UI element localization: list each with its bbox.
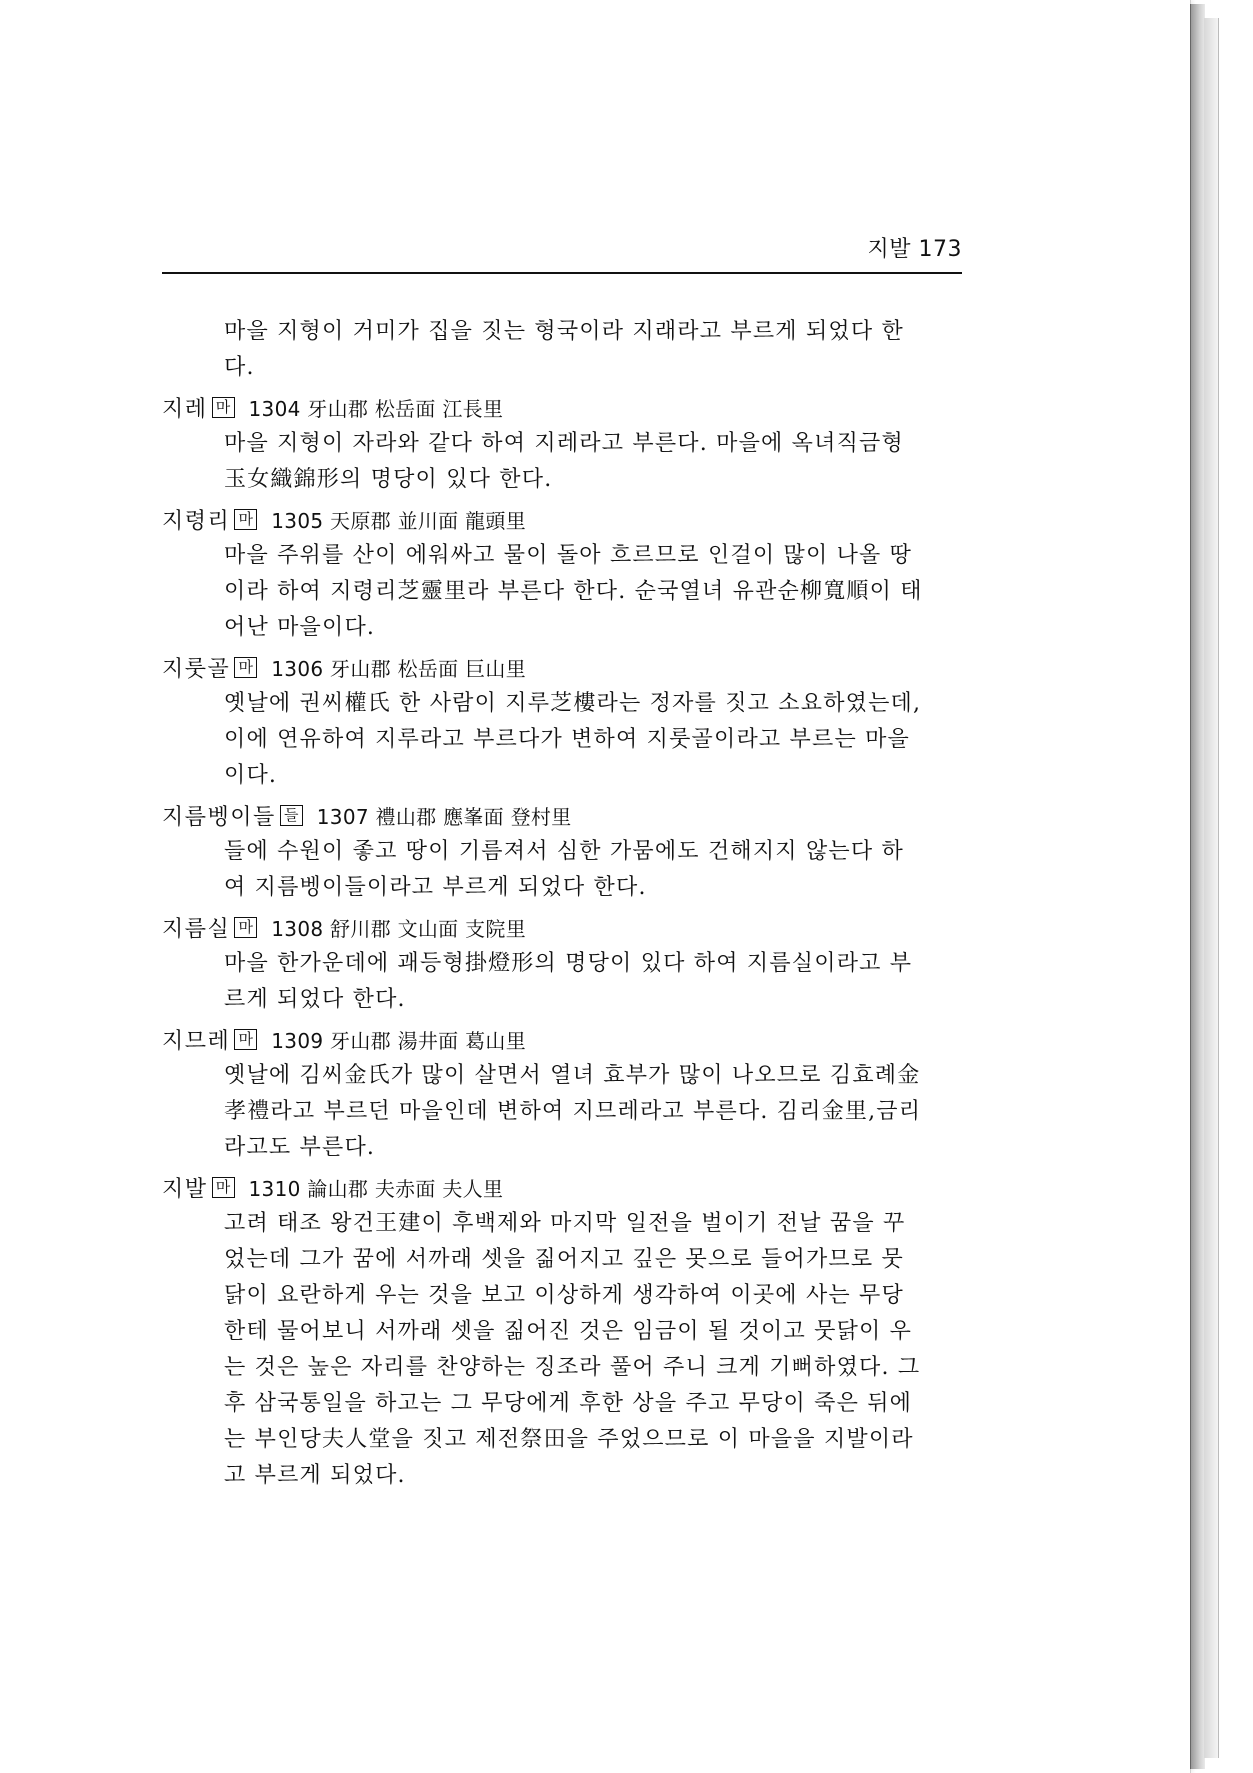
entry-description	[224, 538, 970, 646]
text-line: 玉女織錦形의 명당이 있다 한다.	[224, 467, 553, 492]
text-line: 는 것은 높은 자리를 찬양하는 징조라 풀어 주니 크게 기뻐하였다. 그	[224, 1355, 921, 1380]
text-line: 는 부인당夫人堂을 짓고 제전祭田을 주었으므로 이 마을을 지발이라	[224, 1427, 914, 1452]
text-line: 닭이 요란하게 우는 것을 보고 이상하게 생각하여 이곳에 사는 무당	[224, 1283, 904, 1308]
entry-location: 1305 天原郡 並川面 龍頭里	[271, 508, 527, 533]
entry-jireumbaengideul	[162, 796, 970, 906]
entry-location: 1307 禮山郡 應峯面 登村里	[316, 804, 572, 829]
entry-type-badge: 마	[212, 397, 235, 418]
entry-name: 지름실	[162, 916, 231, 942]
text-line: 라고도 부른다.	[224, 1135, 376, 1160]
entry-jibal	[162, 1168, 970, 1494]
page-header-title: 지발 173	[867, 237, 962, 262]
text-line: 이라 하여 지령리芝靈里라 부른다 한다. 순국열녀 유관순柳寬順이 태	[224, 579, 923, 604]
entry-name: 지령리	[162, 508, 231, 534]
entry-heading	[162, 1020, 970, 1058]
page-content	[162, 314, 970, 1494]
text-line: 마을 한가운데에 괘등형掛燈形의 명당이 있다 하여 지름실이라고 부	[224, 951, 913, 976]
text-line: 孝禮라고 부르던 마을인데 변하여 지므레라고 부른다. 김리金里,금리	[224, 1099, 922, 1124]
entry-type-badge: 마	[212, 1177, 235, 1198]
entry-heading	[162, 796, 970, 834]
text-line: 마을 지형이 거미가 집을 짓는 형국이라 지래라고 부르게 되었다 한	[224, 319, 904, 344]
entry-type-badge: 마	[234, 1029, 257, 1050]
text-line: 옛날에 권씨權氏 한 사람이 지루芝樓라는 정자를 짓고 소요하였는데,	[224, 691, 922, 716]
running-header	[162, 232, 962, 274]
entry-heading	[162, 388, 970, 426]
entry-description	[224, 686, 970, 794]
entry-name: 지룻골	[162, 656, 231, 682]
entry-name: 지발	[162, 1176, 208, 1202]
entry-type-badge: 마	[234, 917, 257, 938]
text-line: 이에 연유하여 지루라고 부르다가 변하여 지룻골이라고 부르는 마을	[224, 727, 911, 752]
text-line: 여 지름벵이들이라고 부르게 되었다 한다.	[224, 875, 647, 900]
entry-location: 1309 牙山郡 湯井面 葛山里	[271, 1028, 527, 1053]
entry-location: 1310 論山郡 夫赤面 夫人里	[248, 1176, 504, 1201]
text-line: 후 삼국통일을 하고는 그 무당에게 후한 상을 주고 무당이 죽은 뒤에	[224, 1391, 913, 1416]
entry-heading	[162, 648, 970, 686]
text-line: 었는데 그가 꿈에 서까래 셋을 짊어지고 깊은 못으로 들어가므로 뭇	[224, 1247, 904, 1272]
entry-jireumsil	[162, 908, 970, 1018]
text-line: 한테 물어보니 서까래 셋을 짊어진 것은 임금이 될 것이고 뭇닭이 우	[224, 1319, 913, 1344]
text-line: 고 부르게 되었다.	[224, 1463, 406, 1488]
book-page-edge	[1190, 4, 1205, 1769]
text-line: 마을 지형이 자라와 같다 하여 지레라고 부른다. 마을에 옥녀직금형	[224, 431, 904, 456]
entry-description	[224, 426, 970, 498]
entry-type-badge: 들	[280, 805, 303, 826]
entry-jimeure	[162, 1020, 970, 1166]
entry-description	[224, 834, 970, 906]
text-line: 마을 주위를 산이 에워싸고 물이 돌아 흐르므로 인걸이 많이 나올 땅	[224, 543, 913, 568]
entry-jire	[162, 388, 970, 498]
text-line: 이다.	[224, 763, 278, 788]
text-line: 고려 태조 왕건王建이 후백제와 마지막 일전을 벌이기 전날 꿈을 꾸	[224, 1211, 906, 1236]
book-page-edge-back	[1204, 18, 1219, 1758]
entry-type-badge: 마	[234, 657, 257, 678]
entry-heading	[162, 500, 970, 538]
entry-description	[224, 1058, 970, 1166]
intro-paragraph	[224, 314, 970, 386]
text-line: 다.	[224, 355, 255, 380]
entry-name: 지름벵이들	[162, 804, 276, 830]
entry-location: 1306 牙山郡 松岳面 巨山里	[271, 656, 527, 681]
entry-description	[224, 946, 970, 1018]
entry-name: 지므레	[162, 1028, 231, 1054]
text-line: 어난 마을이다.	[224, 615, 376, 640]
text-line: 르게 되었다 한다.	[224, 987, 406, 1012]
entry-jirutgol	[162, 648, 970, 794]
entry-name: 지레	[162, 396, 208, 422]
entry-heading	[162, 1168, 970, 1206]
entry-type-badge: 마	[234, 509, 257, 530]
entry-heading	[162, 908, 970, 946]
entry-location: 1304 牙山郡 松岳面 江長里	[248, 396, 504, 421]
entry-location: 1308 舒川郡 文山面 支院里	[271, 916, 527, 941]
text-line: 들에 수원이 좋고 땅이 기름져서 심한 가뭄에도 건해지지 않는다 하	[224, 839, 904, 864]
entry-description	[224, 1206, 970, 1494]
entry-jiryeongri	[162, 500, 970, 646]
text-line: 옛날에 김씨金氏가 많이 살면서 열녀 효부가 많이 나오므로 김효례金	[224, 1063, 921, 1088]
